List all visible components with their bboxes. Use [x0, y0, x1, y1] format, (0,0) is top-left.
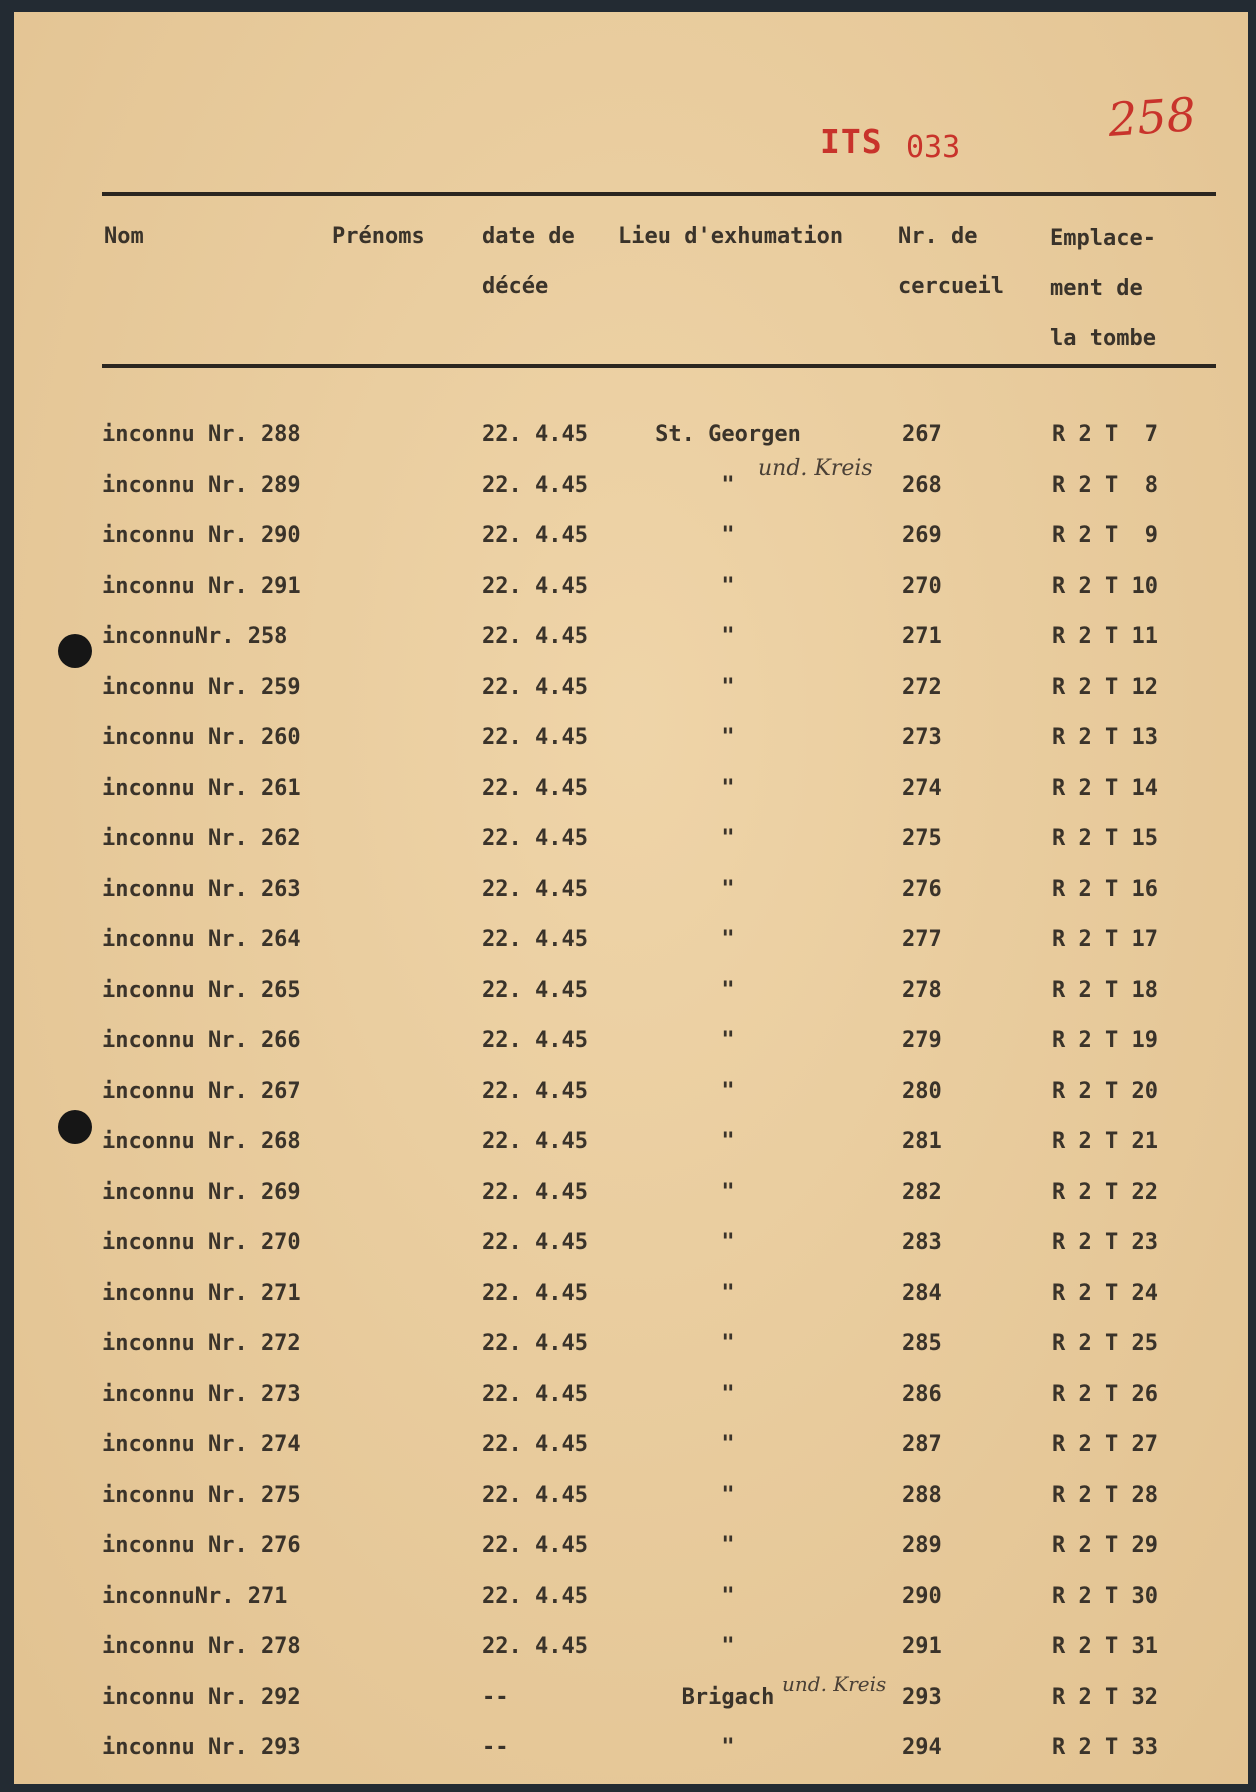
row-lieu: "	[721, 1634, 735, 1659]
row-lieu: "	[721, 1533, 735, 1558]
row-lieu: "	[721, 624, 735, 649]
header-top-rule	[102, 192, 1216, 196]
row-cercueil: 285	[902, 1331, 942, 1356]
its-stamp: ITS	[820, 122, 883, 161]
row-emplacement: R 2 T 12	[1052, 675, 1158, 700]
punch-hole	[58, 634, 92, 668]
row-name: inconnu Nr. 268	[102, 1129, 301, 1154]
row-cercueil: 282	[902, 1180, 942, 1205]
table-row	[14, 574, 1248, 618]
header-lieu: Lieu d'exhumation	[618, 224, 844, 249]
row-cercueil: 271	[902, 624, 942, 649]
row-lieu: "	[721, 574, 735, 599]
row-lieu: "	[721, 776, 735, 801]
row-cercueil: 283	[902, 1230, 942, 1255]
row-date: 22. 4.45	[482, 523, 588, 548]
row-name: inconnu Nr. 275	[102, 1483, 301, 1508]
row-date: 22. 4.45	[482, 675, 588, 700]
row-cercueil: 284	[902, 1281, 942, 1306]
table-row	[14, 1028, 1248, 1072]
table-row	[14, 1331, 1248, 1375]
row-cercueil: 286	[902, 1382, 942, 1407]
row-name: inconnu Nr. 291	[102, 574, 301, 599]
row-date: 22. 4.45	[482, 725, 588, 750]
row-emplacement: R 2 T 16	[1052, 877, 1158, 902]
table-row	[14, 1584, 1248, 1628]
row-date: 22. 4.45	[482, 473, 588, 498]
row-lieu: "	[721, 523, 735, 548]
its-stamp-number: 033	[906, 130, 961, 165]
row-emplacement: R 2 T 17	[1052, 927, 1158, 952]
table-row	[14, 1533, 1248, 1577]
row-cercueil: 278	[902, 978, 942, 1003]
row-name: inconnu Nr. 288	[102, 422, 301, 447]
row-date: 22. 4.45	[482, 1079, 588, 1104]
row-emplacement: R 2 T 8	[1052, 473, 1158, 498]
row-date: 22. 4.45	[482, 1634, 588, 1659]
header-emplacement: Emplace- ment de la tombe	[1050, 226, 1156, 351]
row-emplacement: R 2 T 26	[1052, 1382, 1158, 1407]
table-row	[14, 826, 1248, 870]
row-emplacement: R 2 T 19	[1052, 1028, 1158, 1053]
table-row	[14, 1230, 1248, 1274]
row-name: inconnu Nr. 259	[102, 675, 301, 700]
table-row	[14, 473, 1248, 517]
row-emplacement: R 2 T 33	[1052, 1735, 1158, 1760]
table-row	[14, 675, 1248, 719]
row-date: 22. 4.45	[482, 1281, 588, 1306]
row-lieu: "	[721, 1079, 735, 1104]
row-name: inconnu Nr. 273	[102, 1382, 301, 1407]
row-lieu: "	[721, 1028, 735, 1053]
row-name: inconnu Nr. 260	[102, 725, 301, 750]
row-name: inconnu Nr. 264	[102, 927, 301, 952]
row-cercueil: 281	[902, 1129, 942, 1154]
row-name: inconnu Nr. 267	[102, 1079, 301, 1104]
row-cercueil: 280	[902, 1079, 942, 1104]
table-row	[14, 1634, 1248, 1678]
row-name: inconnu Nr. 276	[102, 1533, 301, 1558]
table-row	[14, 776, 1248, 820]
row-name: inconnu Nr. 293	[102, 1735, 301, 1760]
table-row	[14, 877, 1248, 921]
table-row	[14, 1180, 1248, 1224]
row-cercueil: 293	[902, 1685, 942, 1710]
row-emplacement: R 2 T 20	[1052, 1079, 1158, 1104]
row-date: --	[482, 1735, 509, 1760]
row-lieu: St. Georgen	[655, 422, 801, 447]
row-cercueil: 272	[902, 675, 942, 700]
table-row	[14, 1735, 1248, 1779]
table-row	[14, 1281, 1248, 1325]
row-cercueil: 270	[902, 574, 942, 599]
row-date: 22. 4.45	[482, 1432, 588, 1457]
row-date: 22. 4.45	[482, 422, 588, 447]
table-row	[14, 1382, 1248, 1426]
row-emplacement: R 2 T 7	[1052, 422, 1158, 447]
row-cercueil: 275	[902, 826, 942, 851]
row-emplacement: R 2 T 11	[1052, 624, 1158, 649]
table-row	[14, 624, 1248, 668]
row-date: 22. 4.45	[482, 978, 588, 1003]
header-date: date de décée	[482, 224, 575, 299]
header-cercueil: Nr. de cercueil	[898, 224, 1004, 299]
row-cercueil: 267	[902, 422, 942, 447]
row-cercueil: 279	[902, 1028, 942, 1053]
row-lieu: "	[721, 1331, 735, 1356]
row-name: inconnu Nr. 270	[102, 1230, 301, 1255]
row-date: 22. 4.45	[482, 1028, 588, 1053]
punch-hole	[58, 1110, 92, 1144]
header-bottom-rule	[102, 364, 1216, 368]
row-lieu: "	[721, 1584, 735, 1609]
row-emplacement: R 2 T 28	[1052, 1483, 1158, 1508]
row-emplacement: R 2 T 9	[1052, 523, 1158, 548]
row-name: inconnu Nr. 272	[102, 1331, 301, 1356]
row-emplacement: R 2 T 31	[1052, 1634, 1158, 1659]
row-date: 22. 4.45	[482, 826, 588, 851]
row-date: 22. 4.45	[482, 776, 588, 801]
row-emplacement: R 2 T 25	[1052, 1331, 1158, 1356]
row-name: inconnuNr. 258	[102, 624, 288, 649]
header-prenoms: Prénoms	[332, 224, 425, 249]
row-emplacement: R 2 T 18	[1052, 978, 1158, 1003]
table-row	[14, 523, 1248, 567]
row-lieu: "	[721, 978, 735, 1003]
table-row	[14, 1432, 1248, 1476]
row-lieu: "	[721, 826, 735, 851]
row-emplacement: R 2 T 22	[1052, 1180, 1158, 1205]
row-emplacement: R 2 T 24	[1052, 1281, 1158, 1306]
row-date: 22. 4.45	[482, 574, 588, 599]
row-lieu: "	[721, 1735, 735, 1760]
row-emplacement: R 2 T 10	[1052, 574, 1158, 599]
row-date: 22. 4.45	[482, 1382, 588, 1407]
table-row	[14, 422, 1248, 466]
row-name: inconnu Nr. 274	[102, 1432, 301, 1457]
row-cercueil: 291	[902, 1634, 942, 1659]
row-cercueil: 269	[902, 523, 942, 548]
row-name: inconnu Nr. 278	[102, 1634, 301, 1659]
table-row	[14, 1483, 1248, 1527]
row-cercueil: 289	[902, 1533, 942, 1558]
row-lieu: "	[721, 1382, 735, 1407]
row-cercueil: 287	[902, 1432, 942, 1457]
row-date: 22. 4.45	[482, 927, 588, 952]
row-lieu: "	[721, 1230, 735, 1255]
row-date: 22. 4.45	[482, 1230, 588, 1255]
row-cercueil: 274	[902, 776, 942, 801]
row-lieu: "	[721, 1180, 735, 1205]
row-emplacement: R 2 T 29	[1052, 1533, 1158, 1558]
row-emplacement: R 2 T 27	[1052, 1432, 1158, 1457]
table-row	[14, 1079, 1248, 1123]
row-date: 22. 4.45	[482, 1129, 588, 1154]
row-cercueil: 273	[902, 725, 942, 750]
row-lieu: "	[721, 877, 735, 902]
row-lieu: "	[721, 1432, 735, 1457]
table-row	[14, 725, 1248, 769]
row-date: 22. 4.45	[482, 1483, 588, 1508]
row-emplacement: R 2 T 32	[1052, 1685, 1158, 1710]
row-date: 22. 4.45	[482, 624, 588, 649]
row-name: inconnu Nr. 271	[102, 1281, 301, 1306]
row-date: 22. 4.45	[482, 1584, 588, 1609]
document-sheet	[14, 12, 1248, 1784]
header-nom: Nom	[104, 224, 144, 249]
row-lieu: "	[721, 675, 735, 700]
row-cercueil: 294	[902, 1735, 942, 1760]
row-emplacement: R 2 T 13	[1052, 725, 1158, 750]
row-name: inconnu Nr. 265	[102, 978, 301, 1003]
row-lieu: "	[721, 1483, 735, 1508]
row-date: 22. 4.45	[482, 1180, 588, 1205]
row-cercueil: 276	[902, 877, 942, 902]
handwritten-annotation: und. Kreis	[782, 1672, 887, 1696]
row-emplacement: R 2 T 15	[1052, 826, 1158, 851]
row-cercueil: 290	[902, 1584, 942, 1609]
row-emplacement: R 2 T 30	[1052, 1584, 1158, 1609]
folio-number: 258	[1106, 87, 1198, 147]
row-name: inconnu Nr. 263	[102, 877, 301, 902]
row-date: --	[482, 1685, 509, 1710]
row-lieu: Brigach	[681, 1685, 775, 1710]
table-row	[14, 1129, 1248, 1173]
row-name: inconnu Nr. 290	[102, 523, 301, 548]
table-row	[14, 1685, 1248, 1729]
row-cercueil: 277	[902, 927, 942, 952]
table-row	[14, 927, 1248, 971]
row-date: 22. 4.45	[482, 1533, 588, 1558]
row-date: 22. 4.45	[482, 877, 588, 902]
row-name: inconnu Nr. 266	[102, 1028, 301, 1053]
row-cercueil: 288	[902, 1483, 942, 1508]
row-emplacement: R 2 T 14	[1052, 776, 1158, 801]
row-lieu: "	[721, 1129, 735, 1154]
row-emplacement: R 2 T 23	[1052, 1230, 1158, 1255]
row-name: inconnu Nr. 292	[102, 1685, 301, 1710]
row-name: inconnu Nr. 262	[102, 826, 301, 851]
row-emplacement: R 2 T 21	[1052, 1129, 1158, 1154]
row-lieu: "	[721, 473, 735, 498]
handwritten-annotation: und. Kreis	[758, 456, 873, 481]
row-name: inconnu Nr. 289	[102, 473, 301, 498]
row-name: inconnuNr. 271	[102, 1584, 288, 1609]
row-name: inconnu Nr. 261	[102, 776, 301, 801]
table-row	[14, 978, 1248, 1022]
row-name: inconnu Nr. 269	[102, 1180, 301, 1205]
row-cercueil: 268	[902, 473, 942, 498]
row-lieu: "	[721, 725, 735, 750]
row-lieu: "	[721, 1281, 735, 1306]
row-date: 22. 4.45	[482, 1331, 588, 1356]
row-lieu: "	[721, 927, 735, 952]
